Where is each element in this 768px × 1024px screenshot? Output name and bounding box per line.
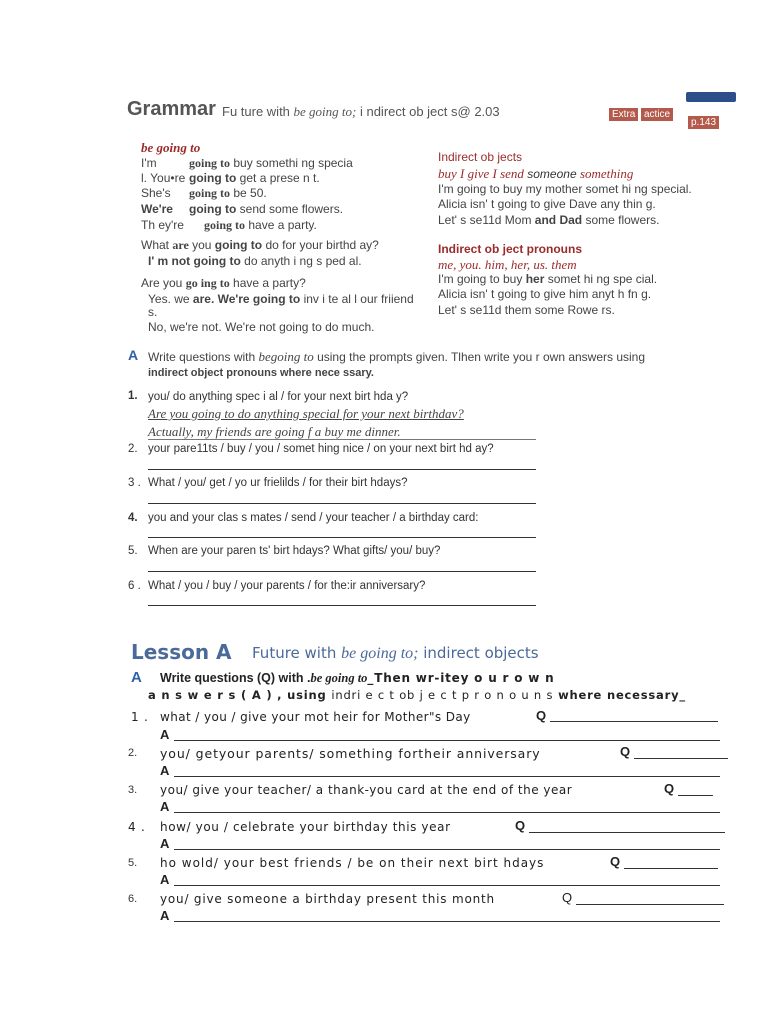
- q-label: Q: [610, 854, 621, 869]
- indirect-objects-formula: buy I give I send someone something: [438, 166, 634, 181]
- q-answer-line[interactable]: [624, 868, 718, 869]
- a-label: A: [160, 799, 170, 814]
- q-label: Q: [664, 781, 675, 796]
- lesson-item-number: 4 .: [128, 820, 146, 834]
- lesson-instructions-line2: a n s w e r s ( A ) , using indri e c t ob j e c t p r o n o u n s where necessary_: [148, 688, 686, 702]
- grammar-question-1: What are you going to do for your birthd ay?: [141, 238, 379, 252]
- lesson-item-number: 3.: [128, 784, 138, 796]
- exercise-item-prompt: What / you/ get / yo ur frielilds / for their birt hdays?: [148, 477, 408, 489]
- exercise-item-number: 1.: [128, 390, 138, 402]
- indirect-example-3: Let' s se11d Mom and Dad some flowers.: [438, 213, 660, 227]
- exercise-instructions: Write questions with begoing to using the prompts given. Tlhen write you r own answers using: [148, 349, 646, 364]
- lesson-subtitle: Future with be going to; indirect objects: [252, 644, 539, 662]
- grammar-answer-1: I' m not going to do anyth i ng s ped al.: [148, 254, 362, 268]
- q-answer-line[interactable]: [678, 795, 713, 796]
- grammar-line-3: She's going to be 50.: [141, 186, 267, 200]
- a-answer-line[interactable]: [174, 776, 720, 777]
- a-answer-line[interactable]: [174, 849, 720, 850]
- q-answer-line[interactable]: [529, 832, 725, 833]
- lesson-item-prompt: how/ you / celebrate your birthday this year: [160, 820, 451, 834]
- q-label: Q: [536, 708, 547, 723]
- grammar-answer-3: No, we're not. We're not going to do much.: [148, 320, 375, 334]
- extra-tag: Extra: [609, 108, 638, 121]
- a-answer-line[interactable]: [174, 885, 720, 886]
- a-label: A: [160, 836, 170, 851]
- a-label: A: [160, 763, 170, 778]
- lesson-item-number: 1 .: [131, 710, 149, 724]
- exercise-item-number: 2.: [128, 443, 138, 455]
- q-label: Q: [562, 890, 573, 905]
- page-ref-tag: p.143: [688, 116, 719, 129]
- unit-tab: [686, 92, 736, 102]
- grammar-line-4: We're going to send some flowers.: [141, 202, 344, 216]
- a-answer-line[interactable]: [174, 812, 720, 813]
- answer-line[interactable]: [148, 571, 536, 572]
- exercise-item-prompt: When are your paren ts' birt hdays? What gifts/ you/ buy?: [148, 545, 441, 557]
- pronouns-heading: Indirect ob ject pronouns: [438, 242, 583, 256]
- a-label: A: [160, 727, 170, 742]
- exercise-instructions-line2: indirect object pronouns where nece ssary.: [148, 367, 374, 379]
- exercise-letter: A: [128, 347, 139, 363]
- exercise-item-prompt: your pare11ts / buy / you / somet hing nice / on your next birt hd ay?: [148, 443, 494, 455]
- exercise-item-number: 5.: [128, 545, 138, 557]
- exercise-item-number: 3 .: [128, 477, 141, 489]
- answer-line[interactable]: [148, 469, 536, 470]
- grammar-answer-2-cont: s.: [148, 305, 158, 319]
- section-subtitle: Fu ture with be going to; i ndirect ob ject s@ 2.03: [222, 104, 500, 119]
- lesson-item-number: 5.: [128, 857, 138, 869]
- a-answer-line[interactable]: [174, 921, 720, 922]
- be-going-to-heading: be going to: [141, 140, 201, 155]
- grammar-line-2: l. You•re going to get a prese n t.: [141, 171, 320, 185]
- lesson-exercise-letter: A: [131, 669, 142, 686]
- example-answer-question: Are you going to do anything special for your next birthdav?: [148, 406, 464, 421]
- grammar-line-1: I'm going to buy somethi ng specia: [141, 156, 353, 170]
- answer-line[interactable]: [148, 605, 536, 606]
- lesson-item-number: 2.: [128, 747, 138, 759]
- practice-tag: actice: [641, 108, 673, 121]
- pronoun-example-2: Alicia isn' t going to give him anyt h fn g.: [438, 287, 652, 301]
- lesson-item-prompt: you/ give someone a birthday present this month: [160, 892, 495, 906]
- lesson-item-prompt: what / you / give your mot heir for Mother"s Day: [160, 710, 471, 724]
- pronouns-formula: me, you. him, her, us. them: [438, 257, 577, 272]
- q-answer-line[interactable]: [576, 904, 724, 905]
- lesson-item-prompt: you/ give your teacher/ a thank-you card at the end of the year: [160, 783, 573, 797]
- example-answer-reply: Actually, my friends are going f a buy me dinner.: [148, 424, 401, 439]
- grammar-question-2: Are you go ing to have a party?: [141, 276, 306, 290]
- indirect-objects-heading: Indirect ob jects: [438, 150, 523, 164]
- pronoun-example-3: Let' s se11d them some Rowe rs.: [438, 303, 615, 317]
- a-label: A: [160, 872, 170, 887]
- indirect-example-1: I'm going to buy my mother somet hi ng special.: [438, 182, 692, 196]
- a-answer-line[interactable]: [174, 740, 720, 741]
- answer-line: [148, 439, 536, 440]
- exercise-item-number: 4.: [128, 512, 138, 524]
- q-answer-line[interactable]: [550, 721, 718, 722]
- lesson-instructions: Write questions (Q) with .be going to_Then wr-itey o u r o w n: [160, 671, 555, 685]
- q-label: Q: [620, 744, 631, 759]
- exercise-item-prompt: you/ do anything spec i al / for your next birt hda y?: [148, 391, 409, 403]
- lesson-item-prompt: ho wold/ your best friends / be on their next birt hdays: [160, 856, 545, 870]
- lesson-title: Lesson A: [131, 640, 232, 664]
- section-title: Grammar: [127, 98, 216, 120]
- pronoun-example-1: I'm going to buy her somet hi ng spe cial.: [438, 272, 658, 286]
- exercise-item-prompt: you and your clas s mates / send / your teacher / a birthday card:: [148, 512, 479, 524]
- exercise-item-number: 6 .: [128, 580, 141, 592]
- answer-line[interactable]: [148, 503, 536, 504]
- exercise-item-prompt: What / you / buy / your parents / for the:ir anniversary?: [148, 580, 426, 592]
- grammar-line-5: Th ey're going to have a party.: [141, 218, 317, 232]
- q-answer-line[interactable]: [634, 758, 728, 759]
- lesson-item-number: 6.: [128, 893, 138, 905]
- lesson-item-prompt: you/ getyour parents/ something fortheir anniversary: [160, 746, 541, 761]
- indirect-example-2: Alicia isn' t going to give Dave any thin g.: [438, 197, 656, 211]
- q-label: Q: [515, 818, 526, 833]
- answer-line[interactable]: [148, 537, 536, 538]
- a-label: A: [160, 908, 170, 923]
- grammar-answer-2: Yes. we are. We're going to inv i te al l our friiend: [148, 292, 414, 306]
